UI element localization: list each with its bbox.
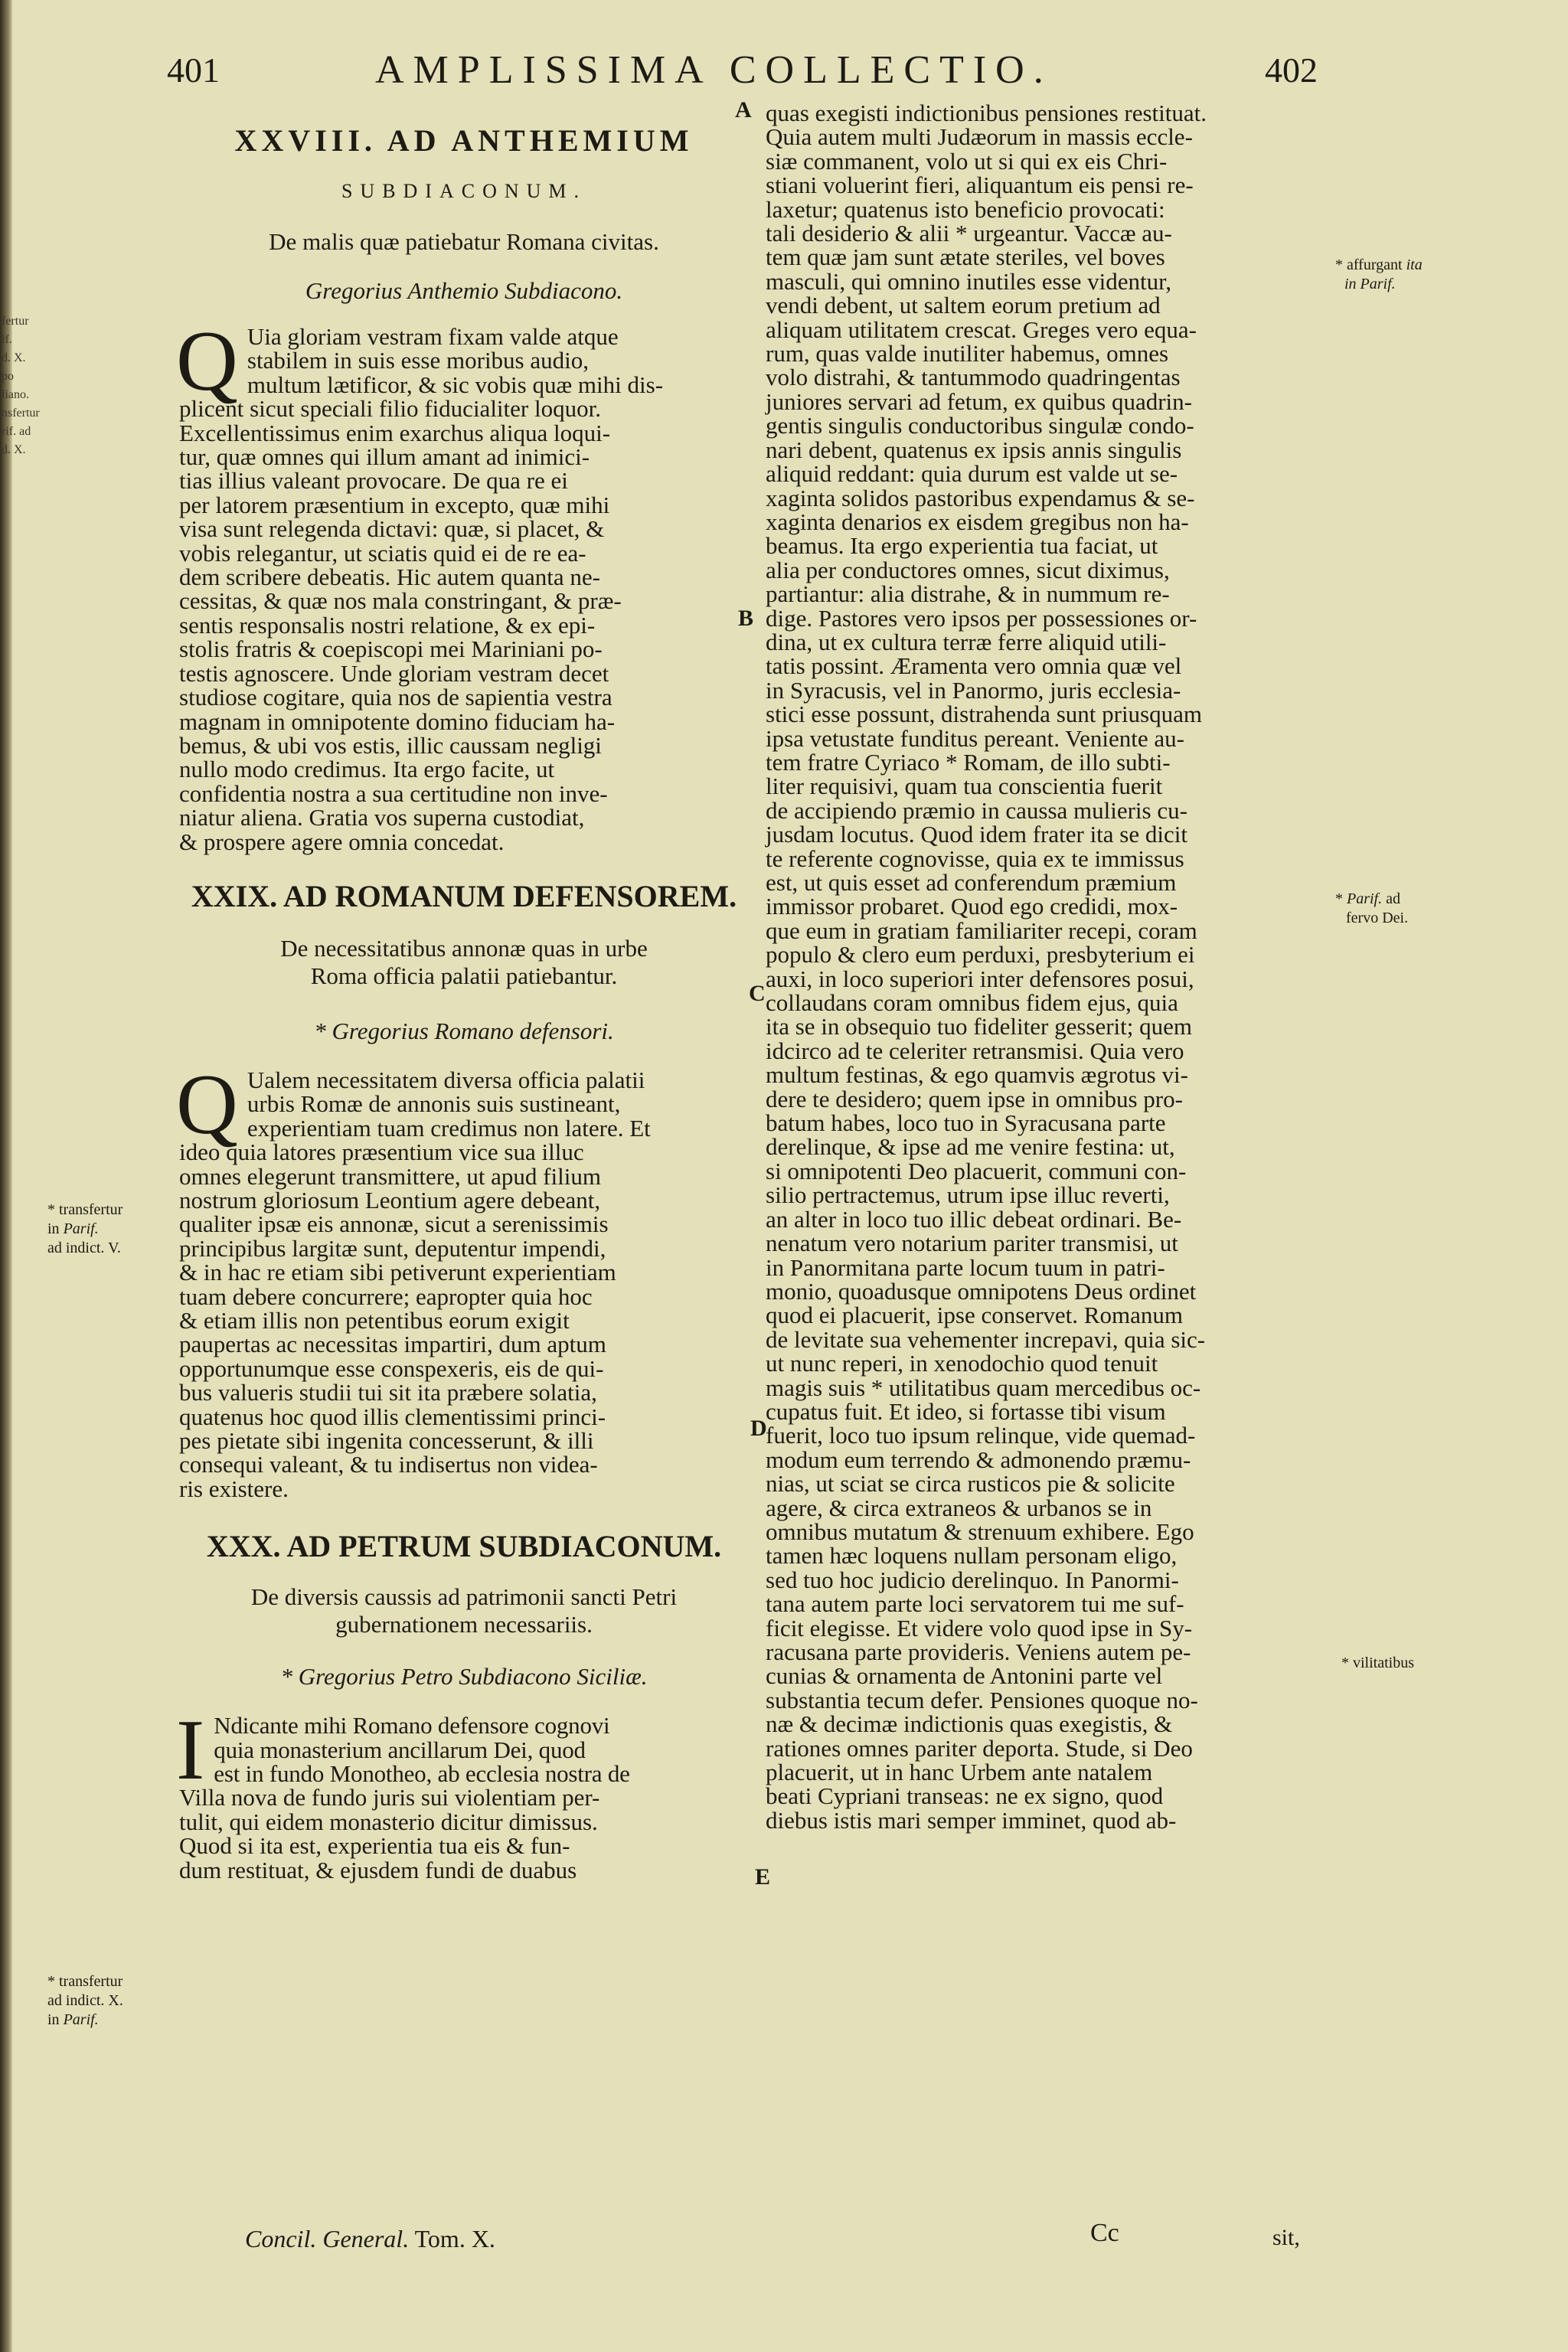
right-column — [766, 100, 1332, 1834]
text-line: beamus. Ita ergo experientia tua faciat, ut — [766, 532, 1158, 560]
text-line: xaginta solidos pastoribus expendamus & se- — [766, 484, 1195, 511]
text-line: tali desiderio & alii * urgeantur. Vaccæ au- — [766, 220, 1172, 247]
letter-30 — [176, 1527, 749, 1883]
margin-note-transfertur-v: * transfertur in Parif. ad indict. V. — [47, 1201, 123, 1256]
text-line: nenatum vero notarium pariter transmisi, ut — [766, 1230, 1178, 1257]
text-line: dina, ut ex cultura terræ ferre aliquid utili- — [766, 628, 1167, 655]
gutter-fragment: rif. ad — [2, 425, 31, 438]
text-line: tur, quæ omnes qui illum amant ad inimici- — [179, 443, 590, 471]
section-letter-c: C — [749, 981, 766, 1006]
text-line: batum habes, loco tuo in Syracusana parte — [766, 1109, 1166, 1137]
text-line: experientiam tuam credimus non latere. Et — [247, 1114, 651, 1142]
text-line: tuam debere concurrere; eapropter quia hoc — [179, 1282, 593, 1310]
letter-30-lines — [179, 1713, 749, 1882]
text-line: silio pertractemus, utrum ipse illuc reverti, — [766, 1181, 1170, 1209]
text-line: juniores servari ad fetum, ex quibus quadrin- — [766, 387, 1192, 415]
text-line: jusdam locutus. Quod idem frater ita se dicit — [766, 821, 1187, 848]
text-line: siæ commanent, volo ut si qui ex eis Chri- — [766, 147, 1168, 175]
text-line: populo & clero eum perduxi, presbyterium ei — [766, 941, 1195, 969]
margin-note-servo-dei: * Parif. ad fervo Dei. — [1335, 890, 1409, 926]
text-line: Ndicante mihi Romano defensore cognovi — [214, 1712, 610, 1740]
text-line: quia monasterium ancillarum Dei, quod — [214, 1736, 586, 1763]
text-line: stici esse possunt, distrahenda sunt priusquam — [766, 701, 1202, 728]
text-line: dige. Pastores vero ipsos per possessiones or- — [766, 604, 1197, 632]
text-line: magnam in omnipotente domino fiduciam ha- — [179, 707, 616, 735]
text-line: modum eum terrendo & admonendo præmu- — [766, 1446, 1191, 1473]
text-line: consequi valeant, & tu indisertus non videa- — [179, 1451, 598, 1478]
text-line: si omnipotenti Deo placuerit, communi con- — [766, 1157, 1187, 1184]
running-title: AMPLISSIMA COLLECTIO. — [375, 48, 1053, 92]
text-line: stabilem in suis esse moribus audio, — [247, 347, 590, 374]
text-line: visa sunt relegenda dictavi: quæ, si placet, & — [179, 515, 605, 543]
letter-28-summary: De malis quæ patiebatur Romana civitas. — [269, 228, 659, 255]
signature-mark: Cc — [1090, 2219, 1119, 2247]
text-line: tana autem parte loci servatorem tui me suf- — [766, 1590, 1184, 1618]
text-line: quatenus hoc quod illis clementissimi princi- — [179, 1403, 606, 1430]
letter-30-summary-line-2: gubernationem necessariis. — [335, 1611, 593, 1638]
text-line: cupatus fuit. Et ideo, si fortasse tibi visum — [766, 1397, 1166, 1425]
text-line: aliquid reddant: quia durum est valde ut se- — [766, 460, 1178, 488]
text-line: urbis Romæ de annonis suis sustineant, — [247, 1090, 621, 1118]
text-line: xaginta denarios ex eisdem gregibus non ha- — [766, 508, 1189, 535]
text-line: idcirco ad te celeriter retransmisi. Quia vero — [766, 1037, 1184, 1064]
text-line: collaudans coram omnibus fidem ejus, quia — [766, 989, 1178, 1017]
text-line: tatis possint. Æramenta vero omnia quæ vel — [766, 652, 1182, 680]
text-line: Uia gloriam vestram fixam valde atque — [247, 323, 619, 350]
section-letter-b: B — [738, 606, 754, 631]
text-line: dere te desidero; quem ipse in omnibus pro- — [766, 1085, 1183, 1112]
catchword: sit, — [1272, 2225, 1300, 2250]
text-line: in Syracusis, vel in Panormo, juris ecclesia- — [766, 676, 1181, 704]
text-line: niatur aliena. Gratia vos superna custodiat, — [179, 804, 585, 831]
letter-29-title: XXIX. AD ROMANUM DEFENSOREM. — [191, 878, 737, 913]
letter-28-subtitle: SUBDIACONUM. — [341, 180, 587, 202]
gutter-fragment: d. X. — [2, 351, 26, 364]
letter-29 — [176, 877, 749, 1502]
text-line: nias, ut sciat se circa rusticos pie & solicite — [766, 1470, 1175, 1498]
text-line: confidentia nostra a sua certitudine non inve- — [179, 779, 608, 807]
gutter-fragment: liano. — [2, 388, 29, 401]
text-line: fuerit, loco tuo ipsum relinque, vide quemad- — [766, 1422, 1196, 1449]
letter-28-body — [176, 314, 749, 855]
text-line: Villa nova de fundo juris sui violentiam per- — [179, 1784, 600, 1811]
margin-note-vilitatibus: * vilitatibus — [1341, 1655, 1414, 1671]
text-line: nostrum gloriosum Leontium agere debeant, — [179, 1186, 601, 1214]
page-number-right: 402 — [1265, 51, 1318, 90]
text-line: tem fratre Cyriaco * Romam, de illo subti- — [766, 748, 1171, 776]
text-line: ris existere. — [179, 1475, 289, 1502]
text-line: masculi, qui omnino inutiles esse videntur, — [766, 267, 1171, 295]
text-line: multum lætificor, & sic vobis quæ mihi dis- — [247, 371, 664, 398]
text-line: agere, & circa extraneos & urbanos se in — [766, 1494, 1152, 1521]
text-line: in Panormitana parte locum tuum in patri- — [766, 1253, 1165, 1281]
text-line: ita se in obsequio tuo fideliter gesserit; quem — [766, 1013, 1193, 1040]
text-line: an alter in loco tuo illic debeat ordinari. Be- — [766, 1205, 1182, 1233]
text-line: ut nunc reperi, in xenodochio quod tenuit — [766, 1350, 1158, 1377]
text-line: magis suis * utilitatibus quam mercedibus oc- — [766, 1374, 1201, 1401]
letter-29-body — [176, 1057, 749, 1502]
right-column-body — [766, 101, 1332, 1832]
text-line: Quia autem multi Judæorum in massis eccle- — [766, 123, 1193, 151]
letter-28-title: XXVIII. AD ANTHEMIUM — [234, 123, 694, 158]
text-line: que eum in gratiam familiariter recepi, coram — [766, 916, 1197, 944]
text-line: pes pietate sibi ingenita concesserunt, & illi — [179, 1427, 594, 1455]
letter-28-salutation: Gregorius Anthemio Subdiacono. — [305, 277, 623, 304]
page-number-left: 401 — [167, 51, 220, 90]
gutter-fragment: nsfertur — [2, 407, 40, 420]
section-letter-d: D — [750, 1416, 767, 1441]
drop-cap: Q — [176, 314, 238, 409]
text-line: auxi, in loco superiori inter defensores posui, — [766, 965, 1194, 992]
text-line: laxetur; quatenus isto beneficio provocati: — [766, 195, 1165, 223]
text-line: aliquam utilitatem crescat. Greges vero equa- — [766, 315, 1197, 343]
cropped-gutter-notes — [2, 312, 40, 459]
margin-note-affurgant: * affurgant ita in Parif. — [1335, 256, 1423, 292]
text-line: est, ut quis esset ad conferendum præmium — [766, 869, 1177, 896]
text-line: de accipiendo præmio in caussa mulieris cu- — [766, 796, 1187, 824]
text-line: bemus, & ubi vos estis, illic caussam negligi — [179, 731, 602, 759]
left-column — [176, 107, 749, 1883]
letter-30-salutation: * Gregorius Petro Subdiacono Siciliæ. — [280, 1663, 648, 1690]
letter-29-lines — [179, 1068, 749, 1501]
drop-cap: I — [176, 1703, 205, 1798]
section-letter-e: E — [755, 1864, 771, 1890]
text-line: omnibus mutatum & strenuum exhibere. Ego — [766, 1517, 1194, 1545]
text-line: tias illius valeant provocare. De qua re ei — [179, 467, 568, 495]
text-line: tamen hæc loquens nullam personam eligo, — [766, 1542, 1178, 1570]
text-line: bus valueris studii tui sit ita præbere solatia, — [179, 1379, 597, 1406]
text-line: testis agnoscere. Unde gloriam vestram decet — [179, 659, 609, 687]
text-line: diebus istis mari semper imminet, quod ab- — [766, 1806, 1177, 1834]
text-line: per latorem præsentium in excepto, quæ mihi — [179, 491, 610, 518]
text-line: Quod si ita est, experientia tua eis & fun- — [179, 1832, 570, 1860]
text-line: placuerit, ut in hanc Urbem ante natalem — [766, 1759, 1153, 1786]
letter-28-lines — [179, 325, 749, 854]
text-line: dum restituat, & ejusdem fundi de duabus — [179, 1856, 577, 1883]
text-line: vendi debent, ut saltem eorum pretium ad — [766, 292, 1161, 319]
letter-30-body — [176, 1703, 749, 1883]
gutter-fragment: fertur — [2, 315, 29, 328]
text-line: stiani voluerint fieri, aliquantum eis pensi re- — [766, 172, 1194, 199]
gutter-fragment: d. X. — [2, 443, 26, 456]
text-line: cunias & ornamenta de Antonini parte vel — [766, 1662, 1163, 1690]
text-line: liter requisivi, quam tua conscientia fuerit — [766, 773, 1163, 800]
text-line: ficit elegisse. Et videre volo quod ipse in Sy- — [766, 1614, 1193, 1642]
text-line: rum, quas valde inutiliter habemus, omnes — [766, 340, 1169, 368]
text-line: stolis fratris & coepiscopi mei Mariniani po- — [179, 635, 603, 663]
text-line: tulit, qui eidem monasterio dicitur dimissus. — [179, 1808, 598, 1835]
text-line: racusana parte provideris. Veniens autem pe- — [766, 1638, 1191, 1665]
drop-cap: Q — [176, 1057, 238, 1152]
text-line: paupertas ac necessitas impartiri, dum aptum — [179, 1331, 606, 1358]
text-line: beati Cypriani transeas: ne ex signo, quod — [766, 1782, 1164, 1810]
text-line: omnes elegerunt transmittere, ut apud filium — [179, 1162, 601, 1190]
text-line: & prospere agere omnia concedat. — [179, 828, 505, 855]
margin-note-transfertur-x: * transfertur ad indict. X. in Parif. — [47, 1973, 123, 2028]
text-line: gentis singulis conductoribus singulæ condo- — [766, 412, 1194, 439]
letter-29-summary-line-1: De necessitatibus annonæ quas in urbe — [280, 934, 648, 962]
text-line: immissor probaret. Quod ego credidi, mox- — [766, 893, 1178, 920]
section-letter-a: A — [735, 97, 752, 122]
right-column-lines — [766, 101, 1332, 1832]
text-line: Ualem necessitatem diversa officia palatii — [247, 1066, 645, 1093]
text-line: te referente cognovisse, quia ex te immissus — [766, 844, 1184, 872]
text-line: principibus largitæ sunt, deputentur impendi, — [179, 1234, 606, 1262]
letter-30-title: XXX. AD PETRUM SUBDIACONUM. — [206, 1529, 722, 1564]
letter-29-summary-line-2: Roma officia palatii patiebantur. — [310, 962, 618, 989]
text-line: ipsa vetustate funditus pereant. Veniente au- — [766, 724, 1184, 752]
signature-line: Concil. General. Tom. X. — [245, 2225, 495, 2252]
text-line: cessitas, & quæ nos mala constringant, & præ- — [179, 587, 622, 615]
text-line: vobis relegantur, ut sciatis quid ei de re ea- — [179, 539, 586, 567]
text-line: nullo modo credimus. Ita ergo facite, ut — [179, 756, 555, 783]
text-line: multum festinas, & ego quamvis ægrotus vi- — [766, 1061, 1188, 1089]
gutter-fragment: po — [2, 370, 14, 383]
text-line: Excellentissimus enim exarchus aliqua loqui- — [179, 419, 611, 446]
text-line: rationes omnes pariter deporta. Stude, si Deo — [766, 1734, 1193, 1762]
text-line: nari debent, quatenus ex ipsis annis singulis — [766, 436, 1182, 463]
text-line: de levitate sua vehementer increpavi, quia sic- — [766, 1325, 1206, 1353]
text-line: partiantur: alia distrahe, & in nummum re- — [766, 580, 1170, 608]
text-line: opportunumque esse conspexeris, eis de qui- — [179, 1354, 604, 1382]
text-line: quas exegisti indictionibus pensiones restituat. — [766, 100, 1207, 126]
letter-29-salutation: * Gregorius Romano defensori. — [314, 1017, 614, 1044]
text-line: volo distrahi, & tantummodo quadringentas — [766, 364, 1181, 391]
text-line: & in hac re etiam sibi petiverunt experientiam — [179, 1259, 616, 1286]
text-line: quod ei placuerit, ipse conservet. Romanum — [766, 1302, 1183, 1329]
text-line: est in fundo Monotheo, ab ecclesia nostra de — [214, 1760, 630, 1788]
gutter-fragment: if. — [2, 333, 12, 346]
letter-28 — [176, 121, 749, 855]
text-line: qualiter ipsæ eis annonæ, sicut a serenissimis — [179, 1210, 609, 1238]
text-line: substantia tecum defer. Pensiones quoque no- — [766, 1686, 1198, 1713]
letter-30-summary-line-1: De diversis caussis ad patrimonii sancti Petri — [250, 1583, 678, 1611]
text-line: ideo quia latores præsentium vice sua illuc — [179, 1138, 584, 1166]
text-line: & etiam illis non petentibus eorum exigit — [179, 1307, 570, 1334]
text-line: derelinque, & ipse ad me venire festina: ut, — [766, 1133, 1175, 1161]
text-line: plicent sicut speciali filio fiducialiter loquor. — [179, 395, 601, 423]
text-line: monio, quoadusque omnipotens Deus ordinet — [766, 1277, 1197, 1305]
text-line: dem scribere debeatis. Hic autem quanta ne- — [179, 564, 601, 591]
text-line: næ & decimæ indictionis quas exegistis, & — [766, 1710, 1173, 1738]
text-line: sentis responsalis nostri relatione, & ex epi- — [179, 611, 596, 639]
text-line: tem quæ jam sunt ætate steriles, vel boves — [766, 243, 1165, 271]
text-line: alia per conductores omnes, sicut diximus, — [766, 556, 1170, 583]
text-line: sed tuo hoc judicio derelinquo. In Panormi- — [766, 1566, 1179, 1593]
text-line: studiose cogitare, quia nos de sapientia vestra — [179, 684, 612, 711]
